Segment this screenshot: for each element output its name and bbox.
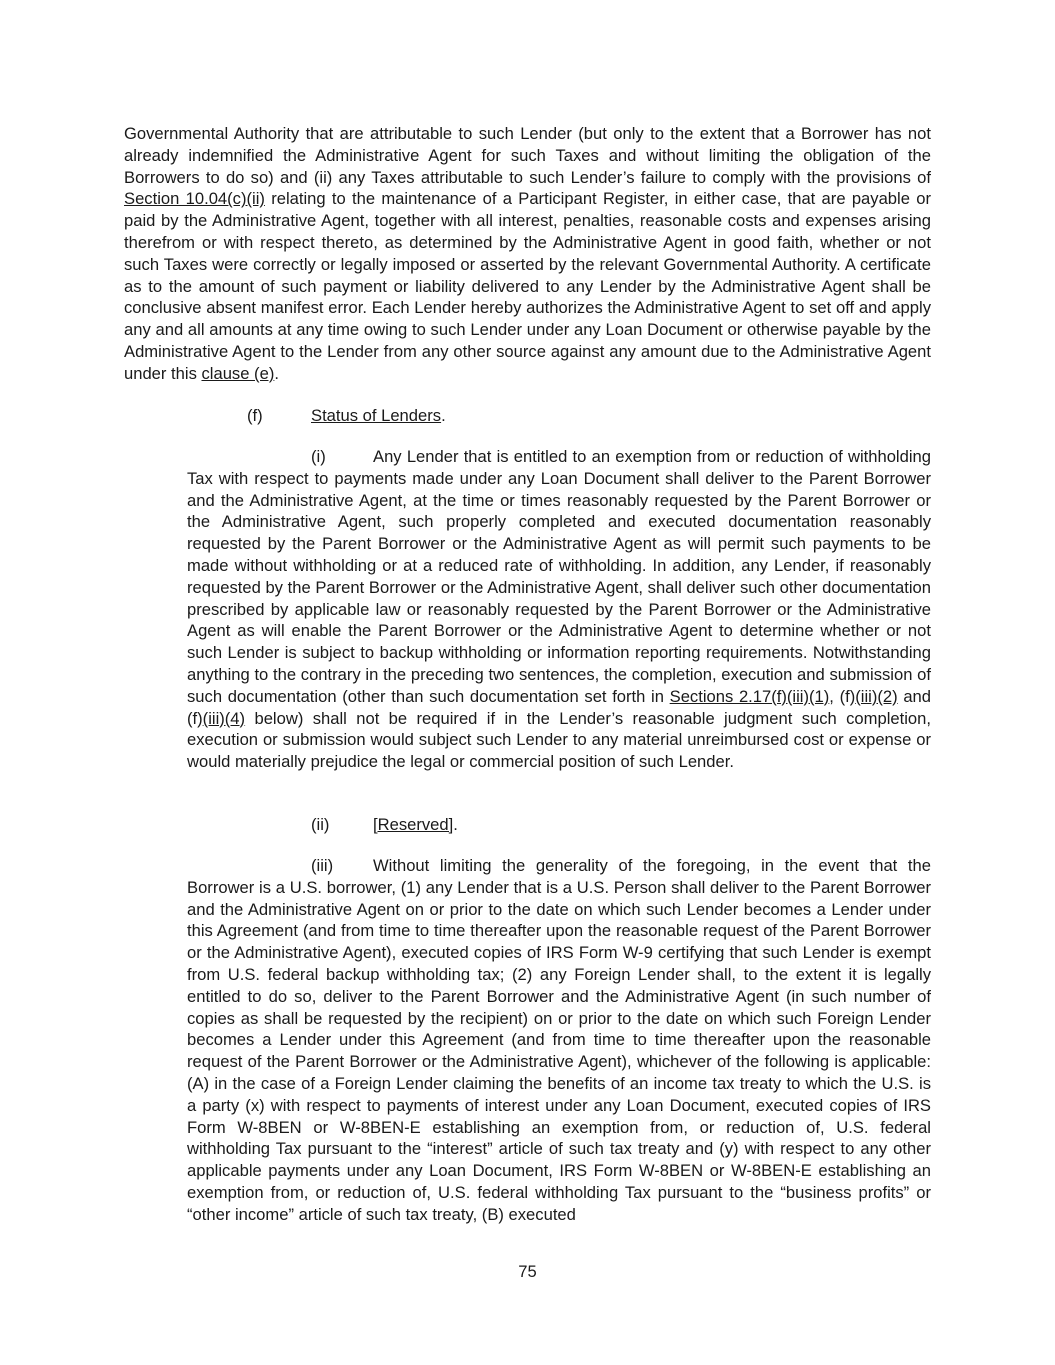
- subsection-i-text-3: and: [897, 686, 931, 706]
- section-f-number: (f): [247, 406, 263, 425]
- section-f-title-end: .: [441, 406, 446, 425]
- section-10-04-reference: Section 10.04(c)(ii): [124, 189, 265, 209]
- subsection-i-text-2: ,: [829, 686, 840, 706]
- subsection-i-text-1: Any Lender that is entitled to an exemption from or reduction of withholding Tax with respect to payments made under any Loan Document shall deliver to the Parent Borrower and the Administrative Agent, at the time or times reasonably requested by the Parent Borrower or the Administrative Agent, such properly completed and executed documentation reasonably requested by the Parent Borrower or the Administrative Agent as will permit such payments to be made without withholding or at a reduced rate of withholding. In addition, any Lender, if reasonably requested by the Parent Borrower or the Administrative Agent, shall deliver such other documentation prescribed by applicable law or reasonably requested by the Parent Borrower or the Administrative Agent as will enable the Parent Borrower or the Administrative Agent to determine whether or not such Lender is subject to backup withholding or information reporting requirements. Notwithstanding anything to the contrary in the preceding two sentences, the completion, execution and submission of such documentation (other than such documentation set forth in: [187, 447, 931, 706]
- top-paragraph-text-3: .: [274, 363, 279, 383]
- subsection-iii-number: (iii): [311, 856, 334, 875]
- subsection-iii-paragraph: [187, 855, 931, 1226]
- subsection-ii-title-wrap: [373, 814, 458, 836]
- top-paragraph-text-2: relating to the maintenance of a Participant Register, in either case, that are payable or paid by the Administrative Agent, together with all interest, penalties, reasonable costs and expenses arising therefrom or with respect thereto, as determined by the Administrative Agent in good faith, whether or not such Taxes were correctly or legally imposed or asserted by the relevant Governmental Authority. A certificate as to the amount of such payment or liability delivered to any Lender by the Administrative Agent shall be conclusive absent manifest error. Each Lender hereby authorizes the Administrative Agent to set off and apply any and all amounts at any time owing to such Lender under any Loan Document or otherwise payable by the Administrative Agent to the Lender from any other source against any amount due to the Administrative Agent under this: [124, 189, 931, 383]
- top-paragraph: [124, 123, 931, 385]
- section-f-title: Status of Lenders: [311, 406, 442, 425]
- clause-e-reference: clause (e): [201, 363, 275, 383]
- subsection-ii-title-end: .: [453, 815, 458, 834]
- sections-2-17-reference: Sections 2.17(f)(iii)(1): [669, 686, 830, 706]
- subsection-i-paragraph: [187, 446, 931, 773]
- top-paragraph-text-1: Governmental Authority that are attributable to such Lender (but only to the extent that a Borrower has not already indemnified the Administrative Agent for such Taxes and without limiting the obligation of the Borrowers to do so) and (ii) any Taxes attributable to such Lender’s failure to comply with the provisions of: [124, 124, 931, 187]
- subsection-iii-text: Without limiting the generality of the foregoing, in the event that the Borrower is a U.S. borrower, (1) any Lender that is a U.S. Person shall deliver to the Parent Borrower and the Administrative Agent on or prior to the date on which such Lender becomes a Lender under this Agreement (and from time to time thereafter upon the reasonable request of the Parent Borrower or the Administrative Agent), executed copies of IRS Form W-9 certifying that such Lender is exempt from U.S. federal backup withholding tax; (2) any Foreign Lender shall, to the extent it is legally entitled to do so, deliver to the Parent Borrower and the Administrative Agent (in such number of copies as shall be requested by the recipient) on or prior to the date on which such Foreign Lender becomes a Lender under this Agreement (and from time to time thereafter upon the reasonable request of the Parent Borrower or the Administrative Agent), whichever of the following is applicable: (A) in the case of a Foreign Lender claiming the benefits of an income tax treaty to which the U.S. is a party (x) with respect to payments of interest under any Loan Document, executed copies of IRS Form W-8BEN or W-8BEN-E establishing an exemption from, or reduction of, U.S. federal withholding Tax pursuant to the “interest” article of such tax treaty and (y) with respect to any other applicable payments under any Loan Document, IRS Form W-8BEN or W-8BEN-E establishing an exemption from, or reduction of, U.S. federal withholding Tax pursuant to the “business profits” or “other income” article of such tax treaty, (B) executed: [187, 856, 931, 1224]
- subsection-i-text-4: below) shall not be required if in the Lender’s reasonable judgment such completion, execution or submission would subject such Lender to any material unreimbursed cost or expense or would materially prejudice the legal or commercial position of such Lender.: [187, 708, 931, 772]
- subsection-ii-number: (ii): [311, 815, 330, 834]
- subsection-ii-title: [Reserved]: [373, 815, 454, 834]
- f-iii-2-reference: (iii)(2): [855, 686, 898, 706]
- section-f-title-wrap: [311, 405, 446, 427]
- subsection-i-number: (i): [311, 447, 326, 466]
- ref-3-prefix: (f): [187, 708, 203, 728]
- page-number: 75: [518, 1262, 537, 1281]
- ref-2-prefix: (f): [839, 686, 856, 706]
- f-iii-4-reference: (iii)(4): [202, 708, 246, 728]
